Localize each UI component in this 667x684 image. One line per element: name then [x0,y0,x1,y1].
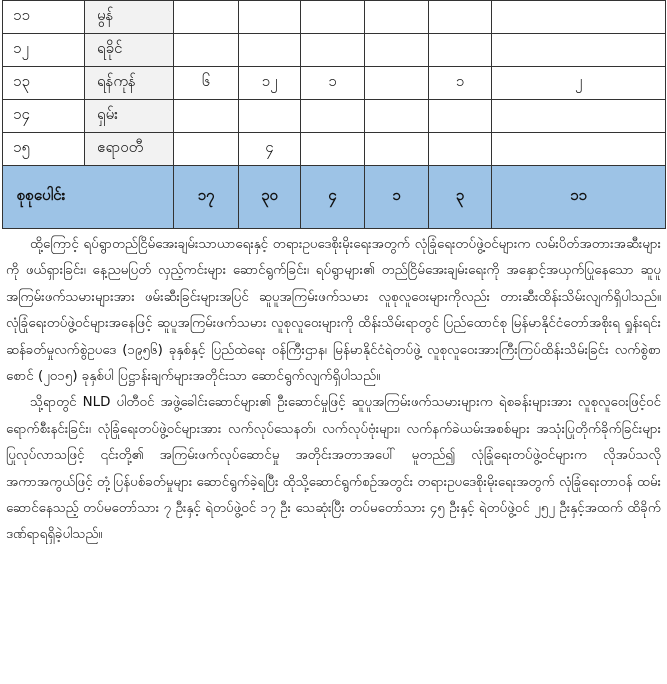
table-cell [239,100,301,133]
table-cell [429,100,492,133]
row-number: ၁၃ [3,67,85,100]
total-cell: ၁၇ [174,166,239,229]
table-row [3,1,666,34]
table-cell [492,133,666,166]
table-cell: ၁၂ [239,67,301,100]
table-cell [174,133,239,166]
casualty-table [2,0,666,229]
table-cell [174,34,239,67]
row-number: ၁၂ [3,34,85,67]
table-cell: ၁ [301,67,365,100]
table-cell [365,67,429,100]
row-number: ၁၅ [3,133,85,166]
table-body [3,1,666,229]
table-cell [239,1,301,34]
table-row [3,100,666,133]
table-cell [492,34,666,67]
table-row [3,67,666,100]
table-cell [429,1,492,34]
total-cell: ၃ [429,166,492,229]
table-cell [301,1,365,34]
total-cell: ၁ [365,166,429,229]
total-cell: ၄ [301,166,365,229]
row-number: ၁၁ [3,1,85,34]
total-label: စုစုပေါင်း [3,166,174,229]
region-name: ဧရာဝတီ [85,133,174,166]
region-name: ရန်ကုန် [85,67,174,100]
table-cell [365,133,429,166]
total-cell: ၁၁ [492,166,666,229]
table-cell [174,100,239,133]
table-cell: ၂ [492,67,666,100]
table-cell [492,100,666,133]
table-cell [301,133,365,166]
table-cell [174,1,239,34]
region-name: မွန် [85,1,174,34]
table-cell [365,34,429,67]
table-cell: ၆ [174,67,239,100]
region-name: ရခိုင် [85,34,174,67]
table-cell: ၄ [239,133,301,166]
region-name: ရှမ်း [85,100,174,133]
table-cell [301,100,365,133]
paragraph-1: ထို့ကြောင့် ရပ်ရွာတည်ငြိမ်အေးချမ်းသာယာရေးနှင့် တရားဥပဒေစိုးမိုးရေးအတွက် လုံခြုံရေးတပ်ဖွဲ့ဝင်များက လမ်းပိတ်အတားအဆီးများကို ဖယ်ရှားခြင်း၊ နေ့ညမပြတ် လှည့်ကင်းများ ဆောင်ရွက်ခြင်း၊ ရပ်ရွာများ၏ တည်ငြိမ်အေးချမ်းရေးကို အနှောင့်အယှက်ပြုနေသော ဆူပူအကြမ်းဖက်သမားများအား ဖမ်းဆီးခြင်းများအပြင် ဆူပူအကြမ်းဖက်သမား လူစုလူဝေးများကိုလည်း တားဆီးထိန်းသိမ်းလျက်ရှိပါသည်။ လုံခြုံရေးတပ်ဖွဲ့ဝင်များအနေဖြင့် ဆူပူအကြမ်းဖက်သမား လူစုလူဝေးများကို ထိန်းသိမ်းရာတွင် ပြည်ထောင်စု မြန်မာနိုင်ငံတော်အစိုးရ ရှုန်းရင်းဆန်ခတ်မှုလက်စွဲဥပဒေ (၁၉၅၆) ခုနှစ်နှင့် ပြည်ထဲရေး ဝန်ကြီးဌာန၊ မြန်မာနိုင်ငံရဲတပ်ဖွဲ့ လူစုလူဝေးအားကြီးကြပ်ထိန်းသိမ်းခြင်း လက်စွဲစာစောင် (၂၀၁၅) ခုနှစ်ပါ ပြဋ္ဌာန်းချက်များအတိုင်းသာ ဆောင်ရွက်လျက်ရှိပါသည်။ [6,237,661,385]
table-cell [365,100,429,133]
table-cell [365,1,429,34]
total-cell: ၃၀ [239,166,301,229]
table-row [3,34,666,67]
table-cell [239,34,301,67]
row-number: ၁၄ [3,100,85,133]
table-row [3,133,666,166]
total-row [3,166,666,229]
table-cell [492,1,666,34]
paragraph-2: သို့ရာတွင် NLD ပါတီဝင် အဖွဲ့ခေါင်းဆောင်များ၏ ဦးဆောင်မှုဖြင့် ဆူပူအကြမ်းဖက်သမားများက ရဲစခန်းများအား လူစုလူဝေးဖြင့်ဝင်ရောက်စီးနင်းခြင်း၊ လုံခြုံရေးတပ်ဖွဲ့ဝင်များအား လက်လုပ်သေနတ်၊ လက်လုပ်ဗုံးများ၊ လက်နက်ခဲယမ်းအစစ်များ အသုံးပြုတိုက်ခိုက်ခြင်းများပြုလုပ်လာသဖြင့် ၎င်းတို့၏ အကြမ်းဖက်လုပ်ဆောင်မှု အတိုင်းအတာအပေါ် မူတည်၍ လုံခြုံရေးတပ်ဖွဲ့ဝင်များက လိုအပ်သလို အကာအကွယ်ဖြင့် တုံ့ပြန်ပစ်ခတ်မှုများ ဆောင်ရွက်ခဲ့ရပြီး ထိုသို့ဆောင်ရွက်စဉ်အတွင်း တရားဥပဒေစိုးမိုးရေးအတွက် လုံခြုံရေးတာဝန် ထမ်းဆောင်နေသည့် တပ်မတော်သား ၇ ဦးနှင့် ရဲတပ်ဖွဲ့ဝင် ၁၇ ဦး သေဆုံးပြီး တပ်မတော်သား ၄၅ ဦးနှင့် ရဲတပ်ဖွဲ့ဝင် ၂၅၂ ဦးနှင့်အထက် ထိခိုက်ဒဏ်ရာရရှိခဲ့ပါသည်။ [6,395,661,543]
table-cell [429,133,492,166]
table-cell [301,34,365,67]
table-cell: ၁ [429,67,492,100]
body-text [6,232,661,549]
table-cell [429,34,492,67]
